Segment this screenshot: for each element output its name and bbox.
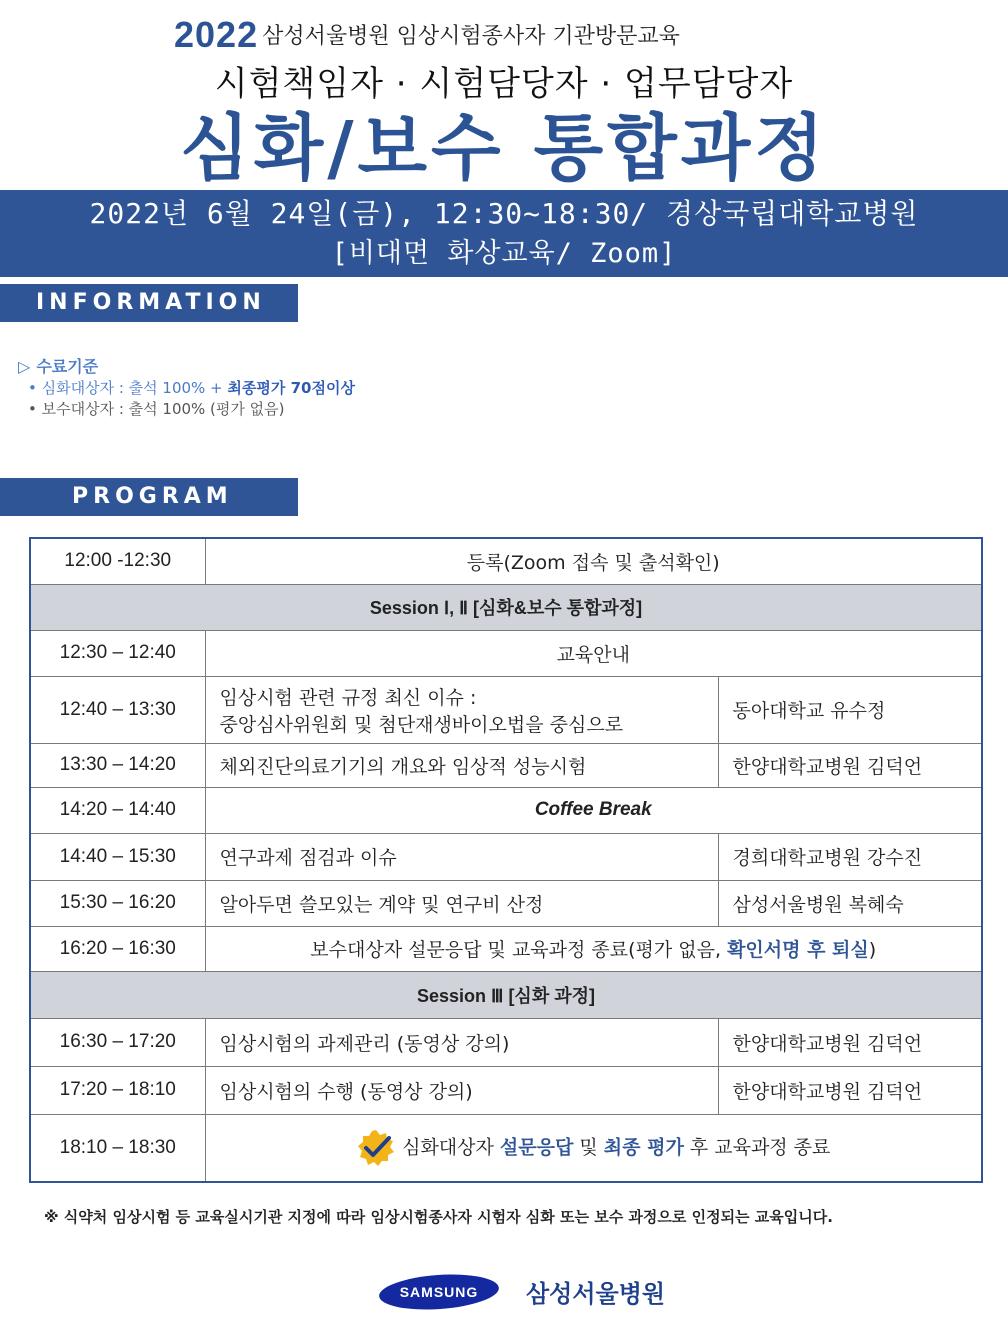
session-row [30,971,982,1018]
row-title-highlight: 확인서명 후 퇴실 [727,939,869,961]
completion-criteria [18,356,355,420]
row-time: 12:00 -12:30 [30,538,205,584]
row-speaker: 한양대학교병원 김덕언 [718,1066,982,1114]
accreditation-note: ※ 식약처 임상시험 등 교육실시기관 지정에 따라 임상시험종사자 시험자 심화 또는 보수 과정으로 인정되는 교육입니다. [44,1208,833,1226]
row-speaker: 삼성서울병원 복혜숙 [718,880,982,926]
row-title: 알아두면 쓸모있는 계약 및 연구비 산정 [205,880,718,926]
row-time: 17:20 – 18:10 [30,1066,205,1114]
row-title [205,1114,982,1182]
header-year: 2022 [174,14,259,55]
date-venue-banner [0,190,1008,277]
criteria-item-refresher: • 보수대상자 : 출석 100% (평가 없음) [28,400,285,418]
page-title: 심화/보수 통합과정 [180,106,828,190]
table-row [30,538,982,584]
criteria-item-advanced [18,378,355,399]
row-speaker: 한양대학교병원 김덕언 [718,1018,982,1066]
session-label: Session Ⅰ, Ⅱ [심화&보수 통합과정] [30,584,982,630]
table-row [30,926,982,971]
row-time: 16:30 – 17:20 [30,1018,205,1066]
row-title-text: 및 [573,1136,604,1159]
criteria-item-advanced-strong: 최종평가 70점이상 [227,379,355,397]
row-speaker: 한양대학교병원 김덕언 [718,743,982,787]
criteria-title-text: 수료기준 [36,357,99,376]
samsung-logo [378,1272,500,1312]
table-row [30,676,982,743]
triangle-right-icon: ▷ [18,357,31,376]
header-subtitle: 삼성서울병원 임상시험종사자 기관방문교육 [262,24,680,49]
table-row [30,1066,982,1114]
row-time: 14:40 – 15:30 [30,833,205,880]
row-title-line: 중앙심사위원회 및 첨단재생바이오법을 중심으로 [219,713,624,736]
table-row [30,880,982,926]
row-title: 임상시험의 수행 (동영상 강의) [205,1066,718,1114]
banner-date-venue: 2022년 6월 24일(금), 12:30~18:30/ 경상국립대학교병원 [89,197,919,230]
session-row [30,584,982,630]
table-row [30,833,982,880]
row-title-line: 임상시험 관련 규정 최신 이슈 : [219,686,477,709]
coffee-break: Coffee Break [205,787,982,833]
table-row [30,630,982,676]
row-title: 교육안내 [205,630,982,676]
row-title: 연구과제 점검과 이슈 [205,833,718,880]
row-title-text: ) [868,939,877,961]
row-title-highlight: 설문응답 [499,1136,574,1159]
row-time: 13:30 – 14:20 [30,743,205,787]
row-title [205,926,982,971]
session-label: Session Ⅲ [심화 과정] [30,971,982,1018]
criteria-item-advanced-text: • 심화대상자 : 출석 100% + [28,379,228,397]
table-row [30,787,982,833]
footer [378,1268,678,1318]
svg-text:SAMSUNG: SAMSUNG [399,1284,479,1300]
row-time: 12:40 – 13:30 [30,676,205,743]
table-row [30,1018,982,1066]
table-row [30,743,982,787]
row-title: 임상시험의 과제관리 (동영상 강의) [205,1018,718,1066]
information-heading: INFORMATION [0,284,298,322]
program-heading: PROGRAM [0,478,298,516]
row-speaker: 동아대학교 유수정 [718,676,982,743]
row-title-text: 보수대상자 설문응답 및 교육과정 종료(평가 없음, [310,939,728,961]
row-title: 등록(Zoom 접속 및 출석확인) [205,538,982,584]
row-title-text: 후 교육과정 종료 [683,1136,831,1159]
row-time: 15:30 – 16:20 [30,880,205,926]
row-title-highlight: 최종 평가 [603,1136,684,1159]
row-time: 18:10 – 18:30 [30,1114,205,1182]
criteria-title [18,356,355,378]
row-title-text: 심화대상자 [402,1136,500,1159]
hospital-name: 삼성서울병원 [526,1280,666,1308]
row-time: 16:20 – 16:30 [30,926,205,971]
header-subtitle-line [174,14,680,56]
row-speaker: 경희대학교병원 강수진 [718,833,982,880]
header [0,0,1008,190]
program-table [29,537,983,1183]
header-roles: 시험책임자 · 시험담당자 · 업무담당자 [214,64,794,104]
row-time: 14:20 – 14:40 [30,787,205,833]
check-badge-icon [356,1128,396,1168]
table-row [30,1114,982,1182]
row-title [205,676,718,743]
row-time: 12:30 – 12:40 [30,630,205,676]
row-title: 체외진단의료기기의 개요와 임상적 성능시험 [205,743,718,787]
banner-format: [비대면 화상교육/ Zoom] [331,238,677,269]
